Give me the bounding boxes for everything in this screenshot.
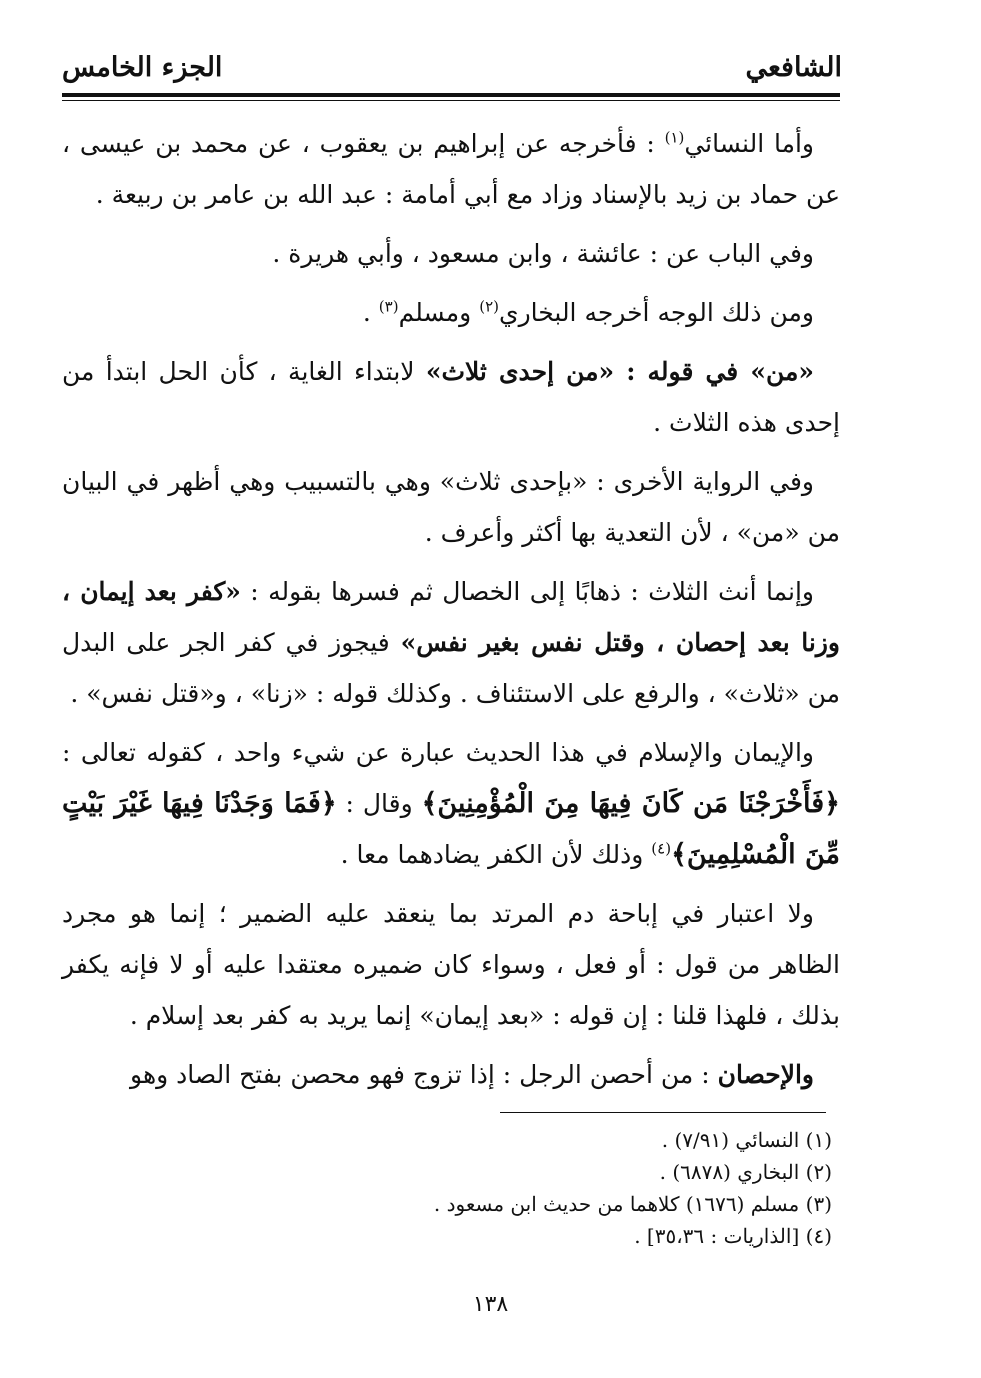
text-run: لابتداء الغاية ، كأن الحل ابتدأ من إحدى هذه الثلاث . <box>62 357 840 437</box>
running-header <box>62 52 842 92</box>
quran-verse-2: ﴿فَمَا وَجَدْنَا فِيهَا غَيْرَ بَيْتٍ مِّنَ الْمُسْلِمِينَ﴾ <box>62 788 840 870</box>
paragraph-6 <box>62 566 840 719</box>
text-run: ومسلم <box>398 298 480 327</box>
paragraph-4 <box>62 346 840 448</box>
header-rule-thick <box>62 93 840 97</box>
bold-term: والإحصان <box>717 1060 814 1089</box>
footnote-1: (١) النسائي (٧/٩١) . <box>661 1128 832 1152</box>
paragraph-8: ولا اعتبار في إباحة دم المرتد بما ينعقد عليه الضمير ؛ إنما هو مجرد الظاهر من قول : أو فعل ، وسواء كان ضميره معتقدا عليه أو لا فإنه يكفر بذلك ، فلهذا قلنا : إن قوله : «بعد إيمان» إنما يريد به كفر بعد إسلام . <box>62 899 840 1030</box>
quran-verse-1: ﴿فَأَخْرَجْنَا مَن كَانَ فِيهَا مِنَ الْمُؤْمِنِينَ﴾ <box>421 788 840 819</box>
header-rule-thin <box>62 100 840 101</box>
footnote-separator <box>500 1112 826 1113</box>
text-run: ومن ذلك الوجه أخرجه البخاري <box>499 298 814 327</box>
paragraph-3 <box>62 287 840 338</box>
book-title: الشافعي <box>745 52 842 83</box>
text-run: : من أحصن الرجل : إذا تزوج فهو محصن بفتح الصاد وهو <box>130 1060 718 1089</box>
footnote-2: (٢) البخاري (٦٨٧٨) . <box>659 1160 832 1184</box>
footnote-ref-3: (٣) <box>378 297 399 316</box>
text-run: وأما النسائي <box>684 129 814 158</box>
footnotes <box>62 1124 840 1252</box>
paragraph-2: وفي الباب عن : عائشة ، وابن مسعود ، وأبي هريرة . <box>272 239 814 268</box>
text-run: وقال : <box>336 789 422 818</box>
footnote-ref-4: (٤) <box>651 839 672 858</box>
text-run: : فأخرجه عن إبراهيم بن يعقوب ، عن محمد بن عيسى ، عن حماد بن زيد بالإسناد وزاد مع أبي أمامة : عبد الله بن عامر بن ربيعة . <box>62 129 840 209</box>
text-run: . <box>362 298 379 327</box>
footnote-ref-1: (١) <box>664 128 685 147</box>
text-run: فيجوز في كفر الجر على البدل من «ثلاث» ، والرفع على الاستئناف . وكذلك قوله : «زنا» ، و«قتل نفس» . <box>62 628 840 708</box>
text-run: والإيمان والإسلام في هذا الحديث عبارة عن شيء واحد ، كقوله تعالى : <box>62 738 814 767</box>
paragraph-7 <box>62 727 840 880</box>
footnote-3: (٣) مسلم (١٦٧٦) كلاهما من حديث ابن مسعود . <box>433 1192 832 1216</box>
bold-term: «من» في قوله : «من إحدى ثلاث» <box>425 357 814 386</box>
text-run: وإنما أنث الثلاث : ذهابًا إلى الخصال ثم فسرها بقوله : <box>240 577 815 606</box>
footnote-ref-2: (٢) <box>479 297 499 316</box>
main-text <box>62 118 840 1108</box>
paragraph-9 <box>62 1049 840 1100</box>
paragraph-1 <box>62 118 840 220</box>
hadith-quote: «كفر بعد إيمان ، وزنا بعد إحصان ، وقتل نفس بغير نفس» <box>62 577 840 657</box>
footnote-4: (٤) [الذاريات : ٣٥،٣٦] . <box>634 1224 832 1248</box>
paragraph-5: وفي الرواية الأخرى : «بإحدى ثلاث» وهي بالتسبيب وهي أظهر في البيان من «من» ، لأن التعدية بها أكثر وأعرف . <box>62 467 840 547</box>
text-run: وذلك لأن الكفر يضادهما معا . <box>340 840 652 869</box>
part-label: الجزء الخامس <box>62 52 223 83</box>
page-number: ١٣٨ <box>472 1292 509 1317</box>
